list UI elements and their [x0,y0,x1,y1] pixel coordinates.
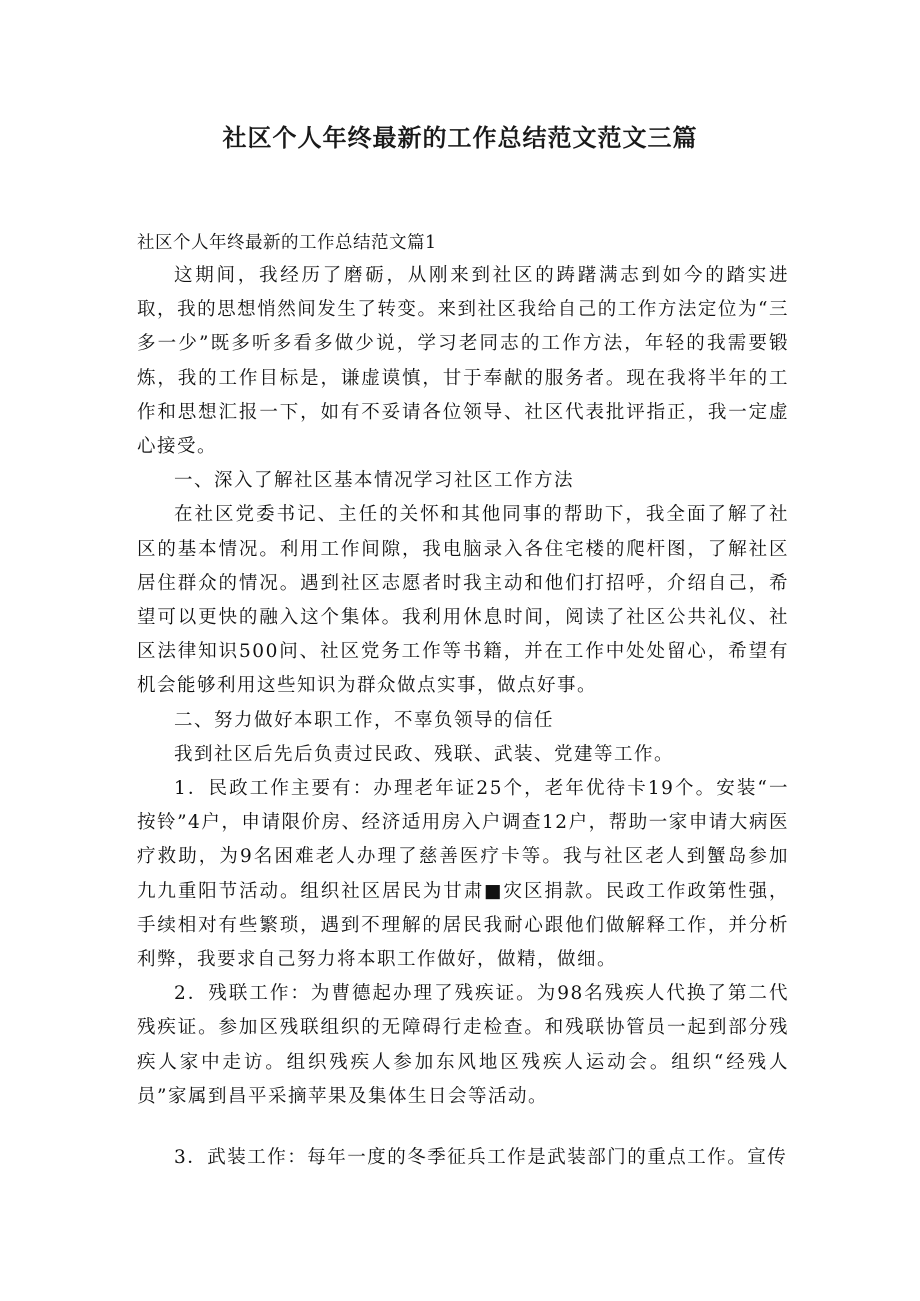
heading-section-2: 二、努力做好本职工作，不辜负领导的信任 [174,709,555,731]
paragraph-section-1: 在社区党委书记、主任的关怀和其他同事的帮助下，我全面了解了社区的基本情况。利用工作间隙，我电脑录入各住宅楼的爬杆图，了解社区居住群众的情况。遇到社区志愿者时我主动和他们打招呼，介绍自己，希望可以更快的融入这个集体。我利用休息时间，阅读了社区公共礼仪、社区法律知识500问、社区党务工作等书籍，并在工作中处处留心，希望有机会能够利用这些知识为群众做点实事，做点好事。 [137,504,789,697]
heading-section-1: 一、深入了解社区基本情况学习社区工作方法 [174,470,575,492]
document-title: 社区个人年终最新的工作总结范文范文三篇 [222,124,698,152]
document-body [137,259,789,1175]
paragraph-armed-forces: 3．武装工作：每年一度的冬季征兵工作是武装部门的重点工作。宣传 [174,1147,788,1169]
paragraph-disability: 2．残联工作：为曹德起办理了残疾证。为98名残疾人代换了第二代残疾证。参加区残联组织的无障碍行走检查。和残联协管员一起到部分残疾人家中走访。组织残疾人参加东风地区残疾人运动会。组织“经残人员”家属到昌平采摘苹果及集体生日会等活动。 [137,983,789,1107]
paragraph-civil-affairs: 1．民政工作主要有：办理老年证25个，老年优待卡19个。安装“一按铃”4户，申请限价房、经济适用房入户调查12户，帮助一家申请大病医疗救助，为9名困难老人办理了慈善医疗卡等。我与社区老人到蟹岛参加九九重阳节活动。组织社区居民为甘肃■灾区捐款。民政工作政第性强，手续相对有些繁琐，遇到不理解的居民我耐心跟他们做解释工作，并分析利弊，我要求自己努力将本职工作做好，做精，做细。 [137,778,789,971]
section-subtitle: 社区个人年终最新的工作总结范文篇1 [137,233,437,253]
paragraph-intro: 这期间，我经历了磨砺，从刚来到社区的踌躇满志到如今的踏实进取，我的思想悄然间发生了转变。来到社区我给自己的工作方法定位为“三多一少”既多听多看多做少说，学习老同志的工作方法，年轻的我需要锻炼，我的工作目标是，谦虚谟慎，甘于奉献的服务者。现在我将半年的工作和思想汇报一下，如有不妥请各位领导、社区代表批评指正，我一定虚心接受。 [137,265,789,458]
paragraph-duties: 我到社区后先后负责过民政、残联、武装、党建等工作。 [174,743,675,765]
